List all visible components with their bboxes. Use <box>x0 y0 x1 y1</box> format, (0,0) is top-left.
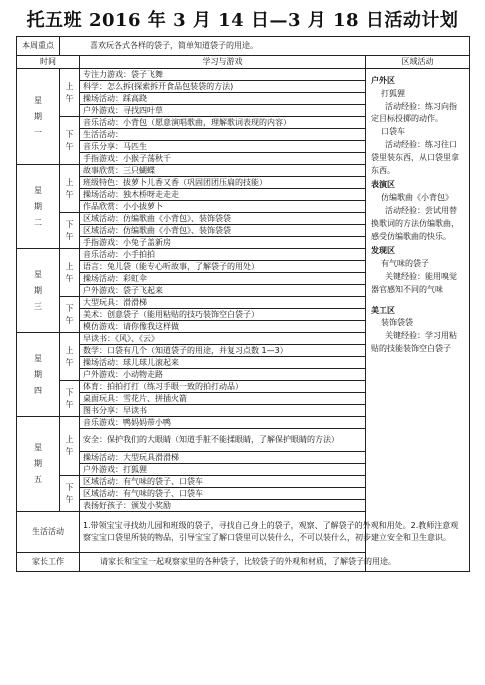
day-label-wed: 星 期 三 <box>17 249 60 333</box>
region-activities-cell <box>366 69 470 572</box>
pm-label: 下 午 <box>60 297 80 333</box>
pm-label: 下 午 <box>60 213 80 249</box>
activity-item: 表扬好孩子：颁发小奖励 <box>80 500 366 512</box>
activity-item: 操场活动：大型玩具滑滑梯 <box>80 452 366 464</box>
region-text: 关键经验：能用嗅觉器官感知不同的气味 <box>371 271 457 294</box>
am-label: 上 午 <box>60 333 80 381</box>
activity-item: 音乐活动：小背包（愿意演唱歌曲，理解歌词表现的内容） <box>80 117 366 129</box>
focus-label: 本周重点 <box>17 37 60 56</box>
region-item: 打狐狸 <box>381 88 405 98</box>
activity-item: 户外游戏：打狐狸 <box>80 464 366 476</box>
region-name: 表演区 <box>371 180 395 190</box>
region-text: 活动经验：尝试用替换歌词的方法仿编歌曲，感受仿编歌曲的快乐。 <box>371 205 459 241</box>
region-text: 仿编歌曲《小背包》 <box>381 193 453 203</box>
activity-item: 手指游戏：小兔子盖新房 <box>80 237 366 249</box>
page-title: 托五班 2016 年 3 月 14 日—3 月 18 日活动计划 <box>26 10 459 31</box>
am-label: 上 午 <box>60 165 80 213</box>
am-label: 上 午 <box>60 249 80 297</box>
activity-item: 户外游戏：小动物走路 <box>80 369 366 381</box>
activity-item: 专注力游戏：袋子飞舞 <box>80 69 366 81</box>
activity-item: 作品欣赏：小小拔萝卜 <box>80 201 366 213</box>
header-learn: 学习与游戏 <box>80 56 366 69</box>
activity-item: 操场活动：球儿球儿滚起来 <box>80 357 366 369</box>
family-text: 请家长和宝宝一起观察家里的各种袋子，比较袋子的外观和材质，了解袋子的用途。 <box>80 553 470 572</box>
activity-item: 区域活动：有气味的袋子、口袋车 <box>80 488 366 500</box>
activity-item: 语言：兔儿袋（能专心听故事，了解袋子的用处） <box>80 261 366 273</box>
activity-item: 操场活动：踩高跷 <box>80 93 366 105</box>
region-item: 有气味的袋子 <box>381 259 429 269</box>
pm-label: 下 午 <box>60 117 80 165</box>
activity-item: 桌面玩具：雪花片、拼插火箭 <box>80 393 366 405</box>
family-row <box>17 553 470 572</box>
activity-item: 区域活动：有气味的袋子、口袋车 <box>80 476 366 488</box>
header-row <box>17 56 470 69</box>
activity-item: 操场活动：独木桥呀走走走 <box>80 189 366 201</box>
activity-item: 音乐游戏：鸭妈妈带小鸭 <box>80 417 366 429</box>
region-name: 发现区 <box>371 246 395 256</box>
pm-label: 下 午 <box>60 381 80 417</box>
region-item: 装饰袋袋 <box>381 318 413 328</box>
activity-item: 区域活动：仿编歌曲《小背包》、装饰袋袋 <box>80 225 366 237</box>
day-label-fri: 星 期 五 <box>17 417 60 512</box>
activity-item: 操场活动：彩虹伞 <box>80 273 366 285</box>
activity-item: 图书分享：早读书 <box>80 405 366 417</box>
activity-item: 安全：保护我们的大眼睛（知道手脏不能揉眼睛，了解保护眼睛的方法） <box>80 429 366 452</box>
activity-item: 模仿游戏：请你像我这样做 <box>80 321 366 333</box>
activity-item: 数学：口袋有几个（知道袋子的用途，并复习点数 1—3） <box>80 345 366 357</box>
activity-item: 体育：拍拍打打（练习手眼一致的拍打动品） <box>80 381 366 393</box>
focus-row <box>17 37 470 56</box>
activity-item: 生活活动： <box>80 129 366 141</box>
table-row <box>17 69 470 81</box>
header-region: 区域活动 <box>366 56 470 69</box>
weekly-plan-table <box>16 36 470 572</box>
activity-item: 故事欣赏：三只蝴蝶 <box>80 165 366 177</box>
header-time: 时间 <box>17 56 80 69</box>
am-label: 上 午 <box>60 417 80 476</box>
activity-item: 大型玩具：滑滑梯 <box>80 297 366 309</box>
day-label-thu: 星 期 四 <box>17 333 60 417</box>
am-label: 上 午 <box>60 69 80 117</box>
region-text: 关键经验：学习用粘贴的技能装饰空白袋子 <box>371 331 457 353</box>
family-label: 家长工作 <box>17 553 80 572</box>
activity-item: 户外游戏：袋子飞起来 <box>80 285 366 297</box>
activity-item: 班级特色：拔萝卜儿香又香（巩固团团压扁的技能） <box>80 177 366 189</box>
life-row <box>17 512 470 553</box>
day-label-mon: 星 期 一 <box>17 69 60 165</box>
region-text: 活动经验：练习往口袋里装东西，从口袋里拿东西。 <box>371 139 459 175</box>
activity-item: 户外游戏：寻找四叶草 <box>80 105 366 117</box>
pm-label: 下 午 <box>60 476 80 512</box>
region-name: 美工区 <box>371 305 395 315</box>
life-text: 1.带领宝宝寻找幼儿园和班级的袋子，寻找自己身上的袋子，观察、了解袋子的外观和用处。2.教师注意观察宝宝口袋里所装的物品，引导宝宝了解口袋里可以装什么，不可以装什么，初步建立安全和卫生意识。 <box>80 512 470 553</box>
region-text: 活动经验：练习向指定目标投掷的动作。 <box>371 101 457 124</box>
life-label: 生活活动 <box>17 512 80 553</box>
region-name: 户外区 <box>371 76 395 85</box>
region-item: 口袋车 <box>381 127 405 137</box>
activity-item: 美术：创意袋子（能用粘贴的技巧装饰空白袋子） <box>80 309 366 321</box>
activity-item: 音乐活动：小手拍拍 <box>80 249 366 261</box>
activity-item: 手指游戏：小猴子荡秋千 <box>80 153 366 165</box>
activity-item: 早读书：《风》、《云》 <box>80 333 366 345</box>
day-label-tue: 星 期 二 <box>17 165 60 249</box>
activity-item: 科学：怎么拆(探索拆开食品包装袋的方法) <box>80 81 366 93</box>
activity-item: 区域活动：仿编歌曲《小背包》、装饰袋袋 <box>80 213 366 225</box>
focus-text: 喜欢玩各式各样的袋子，简单知道袋子的用途。 <box>60 37 470 56</box>
activity-item: 音乐分享：马匹生 <box>80 141 366 153</box>
